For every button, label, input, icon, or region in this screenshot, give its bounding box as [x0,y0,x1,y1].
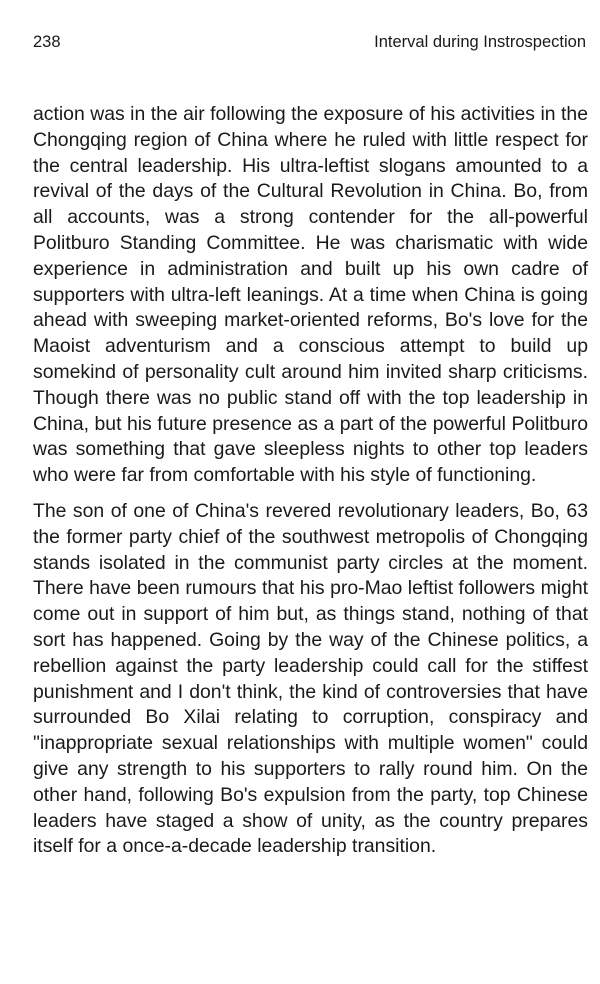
body-text [33,102,588,860]
page-number: 238 [33,33,61,51]
running-header [33,30,586,54]
paragraph-2: The son of one of China's revered revolutionary leaders, Bo, 63 the former party chief of the southwest metropolis of Chongqing stands isolated in the communist party circles at the moment. There have been rumours that his pro-Mao leftist followers might come out in support of him but, as things stand, nothing of that sort has happened. Going by the way of the Chinese politics, a rebellion against the party leadership could call for the stiffest punishment and I don't think, the kind of controversies that have surrounded Bo Xilai relating to corruption, conspiracy and "inappropriate sexual relationships with multiple women" could give any strength to his supporters to rally round him. On the other hand, following Bo's expulsion from the party, top Chinese leaders have staged a show of unity, as the country prepares itself for a once-a-decade leadership transition. [33,499,588,858]
chapter-title: Interval during Instrospection [374,33,586,51]
paragraph-1: action was in the air following the exposure of his activities in the Chongqing region of China where he ruled with little respect for the central leadership. His ultra-leftist slogans amounted to a revival of the days of the Cultural Revolution in China. Bo, from all accounts, was a strong contender for the all-powerful Politburo Standing Committee. He was charismatic with wide experience in administration and built up his own cadre of supporters with ultra-left leanings. At a time when China is going ahead with sweeping market-oriented reforms, Bo's love for the Maoist adventurism and a conscious attempt to build up somekind of personality cult around him invited sharp criticisms. Though there was no public stand off with the top leadership in China, but his future presence as a part of the powerful Politburo was something that gave sleepless nights to other top leaders who were far from comfortable with his style of functioning. [33,103,588,487]
